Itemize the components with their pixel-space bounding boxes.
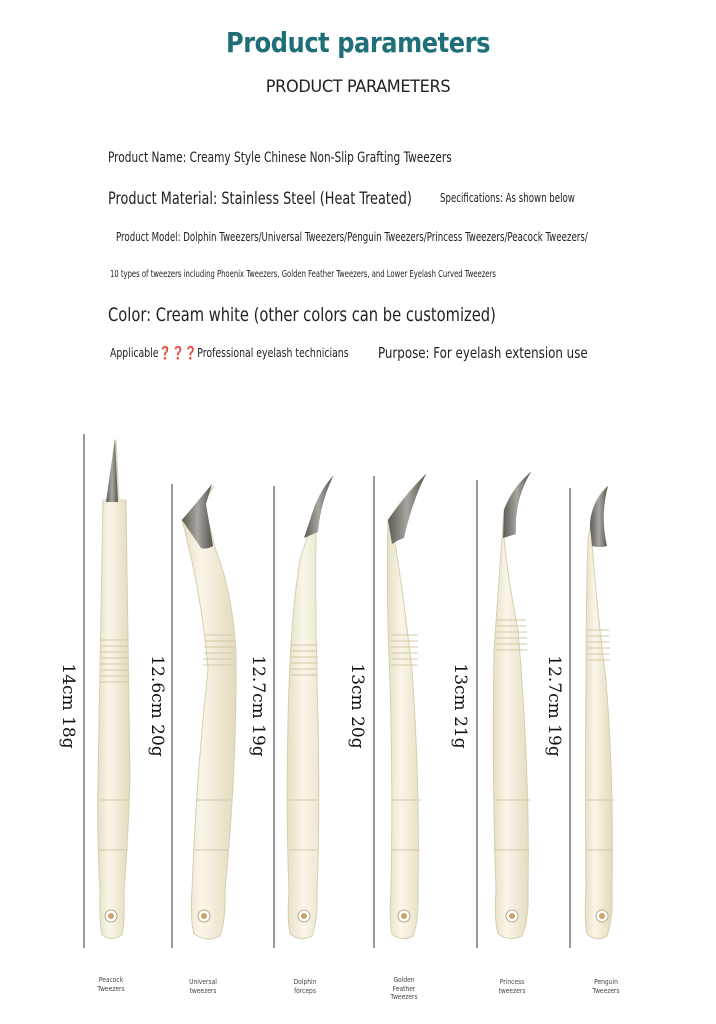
tweezer-peacock-icon [84,434,130,948]
dimension-golden-feather: 13cm 20g [347,663,367,749]
label-line: Peacock [98,976,124,984]
tweezer-dolphin-icon [274,476,333,948]
dimension-princess: 13cm 21g [450,663,470,749]
label-peacock [81,976,141,993]
label-line: Golden [393,976,415,984]
purpose-text: Purpose: For eyelash extension use [378,344,588,362]
label-line: Universal [189,978,217,986]
dimension-peacock: 14cm 18g [58,663,78,749]
label-penguin [576,978,636,995]
specifications-text: Specifications: As shown below [440,191,575,205]
label-line: Tweezers [390,993,418,1001]
label-golden-feather [374,976,434,1002]
product-material-text: Product Material: Stainless Steel (Heat Treated) [108,189,412,209]
tweezer-princess-icon [477,472,531,948]
label-line: tweezers [498,986,526,995]
label-line: Penguin [594,978,618,986]
product-name-text: Product Name: Creamy Style Chinese Non-Slip Grafting Tweezers [108,150,452,166]
label-line: Dolphin [293,978,317,986]
color-text: Color: Cream white (other colors can be customized) [108,304,496,326]
label-dolphin [275,978,335,995]
dimension-penguin: 12.7cm 19g [544,655,564,757]
tweezer-penguin-icon [570,486,614,948]
product-model-continued-text: 10 types of tweezers including Phoenix Tweezers, Golden Feather Tweezers, and Lower Eyelash Curved Tweezers [110,269,496,280]
label-line: Tweezers [97,984,125,993]
label-universal [173,978,233,995]
label-line: forceps [294,986,316,995]
tweezers-diagram [0,420,716,1001]
label-princess [482,978,542,995]
dimension-universal: 12.6cm 20g [147,655,167,757]
tweezer-universal-icon [172,484,236,948]
dimension-dolphin: 12.7cm 19g [248,655,268,757]
label-line: Tweezers [592,986,620,995]
product-model-text: Product Model: Dolphin Tweezers/Universal Tweezers/Penguin Tweezers/Princess Tweezers/Peacock Tweezers/ [116,229,588,244]
label-line: Feather [392,984,416,993]
label-line: tweezers [189,986,217,995]
applicable-text: Applicable❓❓❓Professional eyelash technicians [110,345,349,360]
tweezer-golden-feather-icon [374,474,426,948]
label-line: Princess [499,978,525,986]
page-subtitle: PRODUCT PARAMETERS [265,77,451,97]
page-title: Product parameters [226,26,490,59]
